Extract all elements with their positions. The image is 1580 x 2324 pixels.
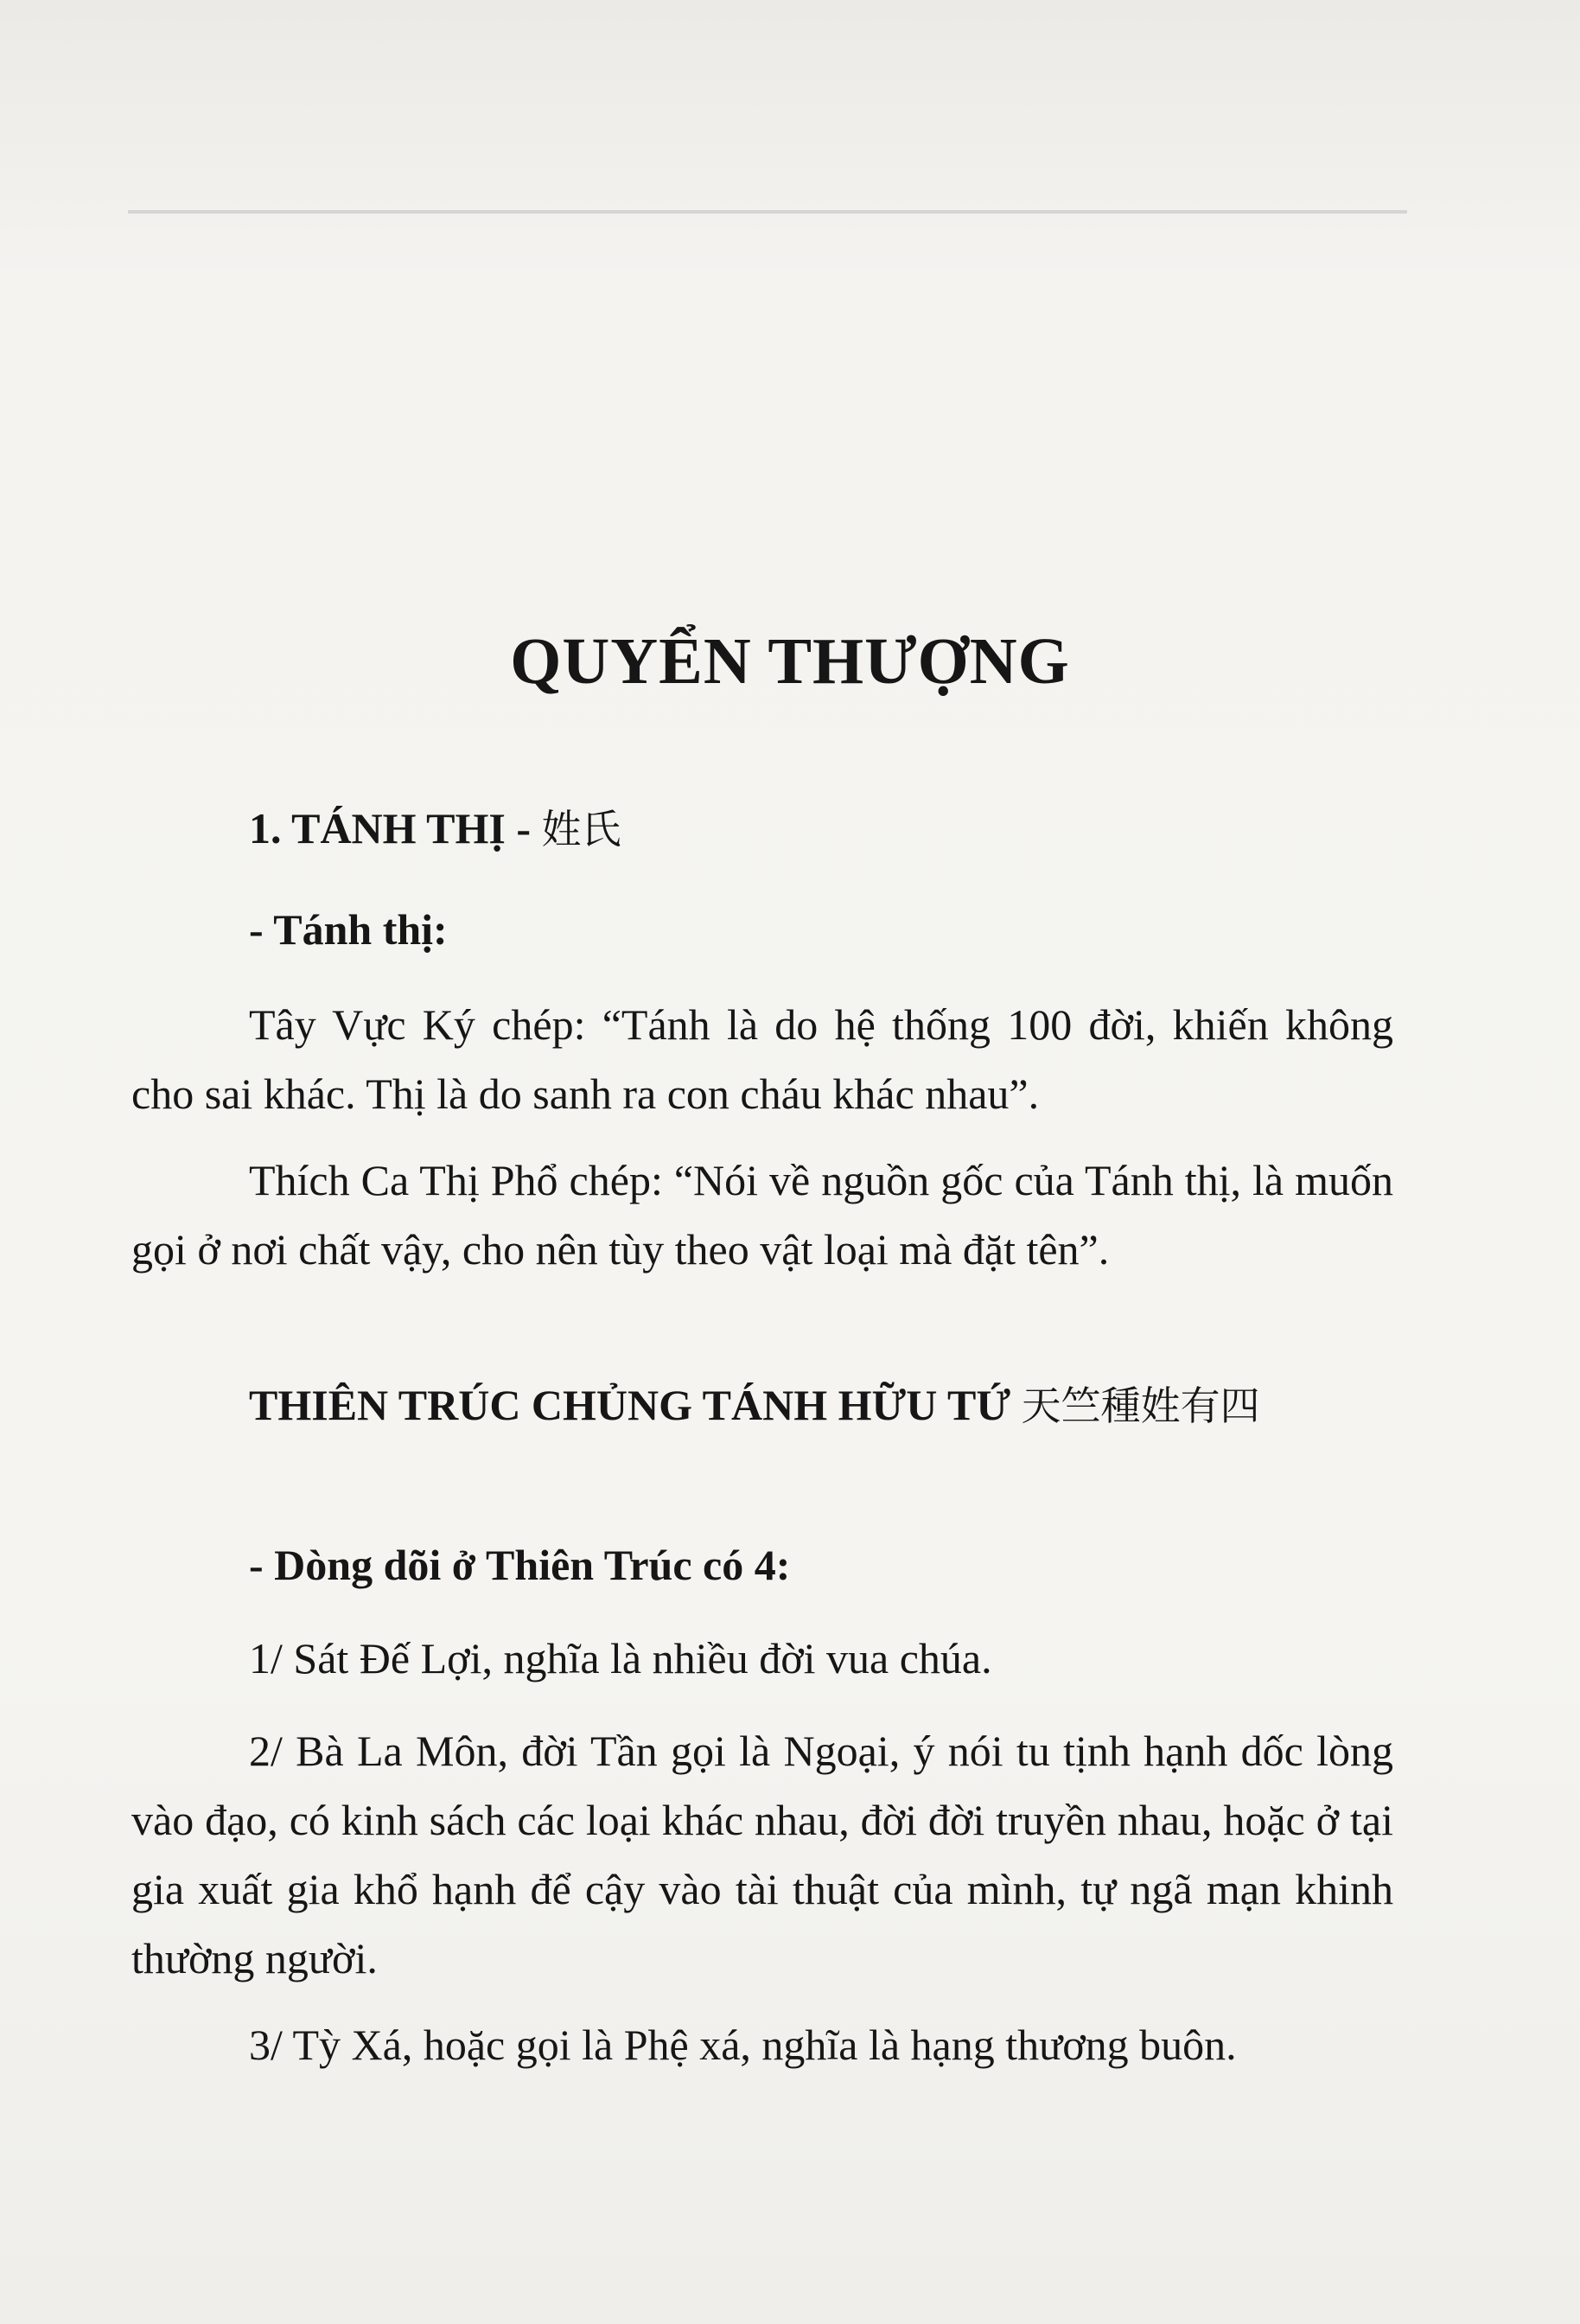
heading-thien-truc — [131, 1370, 1393, 1440]
bleed-through-rule — [128, 210, 1407, 214]
paragraph-tay-vuc-ky: Tây Vực Ký chép: “Tánh là do hệ thống 100 đời, khiến không cho sai khác. Thị là do sanh ra con cháu khác nhau”. — [131, 1000, 1393, 1118]
list-item-1: 1/ Sát Đế Lợi, nghĩa là nhiều đời vua chúa. — [249, 1634, 992, 1682]
heading-thien-truc-label: THIÊN TRÚC CHỦNG TÁNH HỮU TỨ — [249, 1381, 1011, 1429]
heading-tanh-thi-cjk: 姓氏 — [541, 806, 621, 852]
list-item-3: 3/ Tỳ Xá, hoặc gọi là Phệ xá, nghĩa là hạng thương buôn. — [249, 2021, 1237, 2069]
heading-thien-truc-cjk: 天竺種姓有四 — [1021, 1382, 1260, 1429]
heading-tanh-thi — [131, 794, 1393, 864]
heading-tanh-thi-label: 1. TÁNH THỊ - — [249, 804, 532, 852]
subheading-dong-doi: - Dòng dõi ở Thiên Trúc có 4: — [249, 1541, 791, 1589]
paragraph-thich-ca-thi-pho: Thích Ca Thị Phổ chép: “Nói về nguồn gốc của Tánh thị, là muốn gọi ở nơi chất vậy, cho nên tùy theo vật loại mà đặt tên”. — [131, 1156, 1393, 1274]
list-item-2: 2/ Bà La Môn, đời Tần gọi là Ngoại, ý nói tu tịnh hạnh dốc lòng vào đạo, có kinh sách các loại khác nhau, đời đời truyền nhau, hoặc ở tại gia xuất gia khổ hạnh để cậy vào tài thuật của mình, tự ngã mạn khinh thường người. — [131, 1727, 1393, 1982]
subheading-tanh-thi: - Tánh thị: — [249, 905, 448, 954]
section-title: QUYỂN THƯỢNG — [510, 625, 1070, 698]
